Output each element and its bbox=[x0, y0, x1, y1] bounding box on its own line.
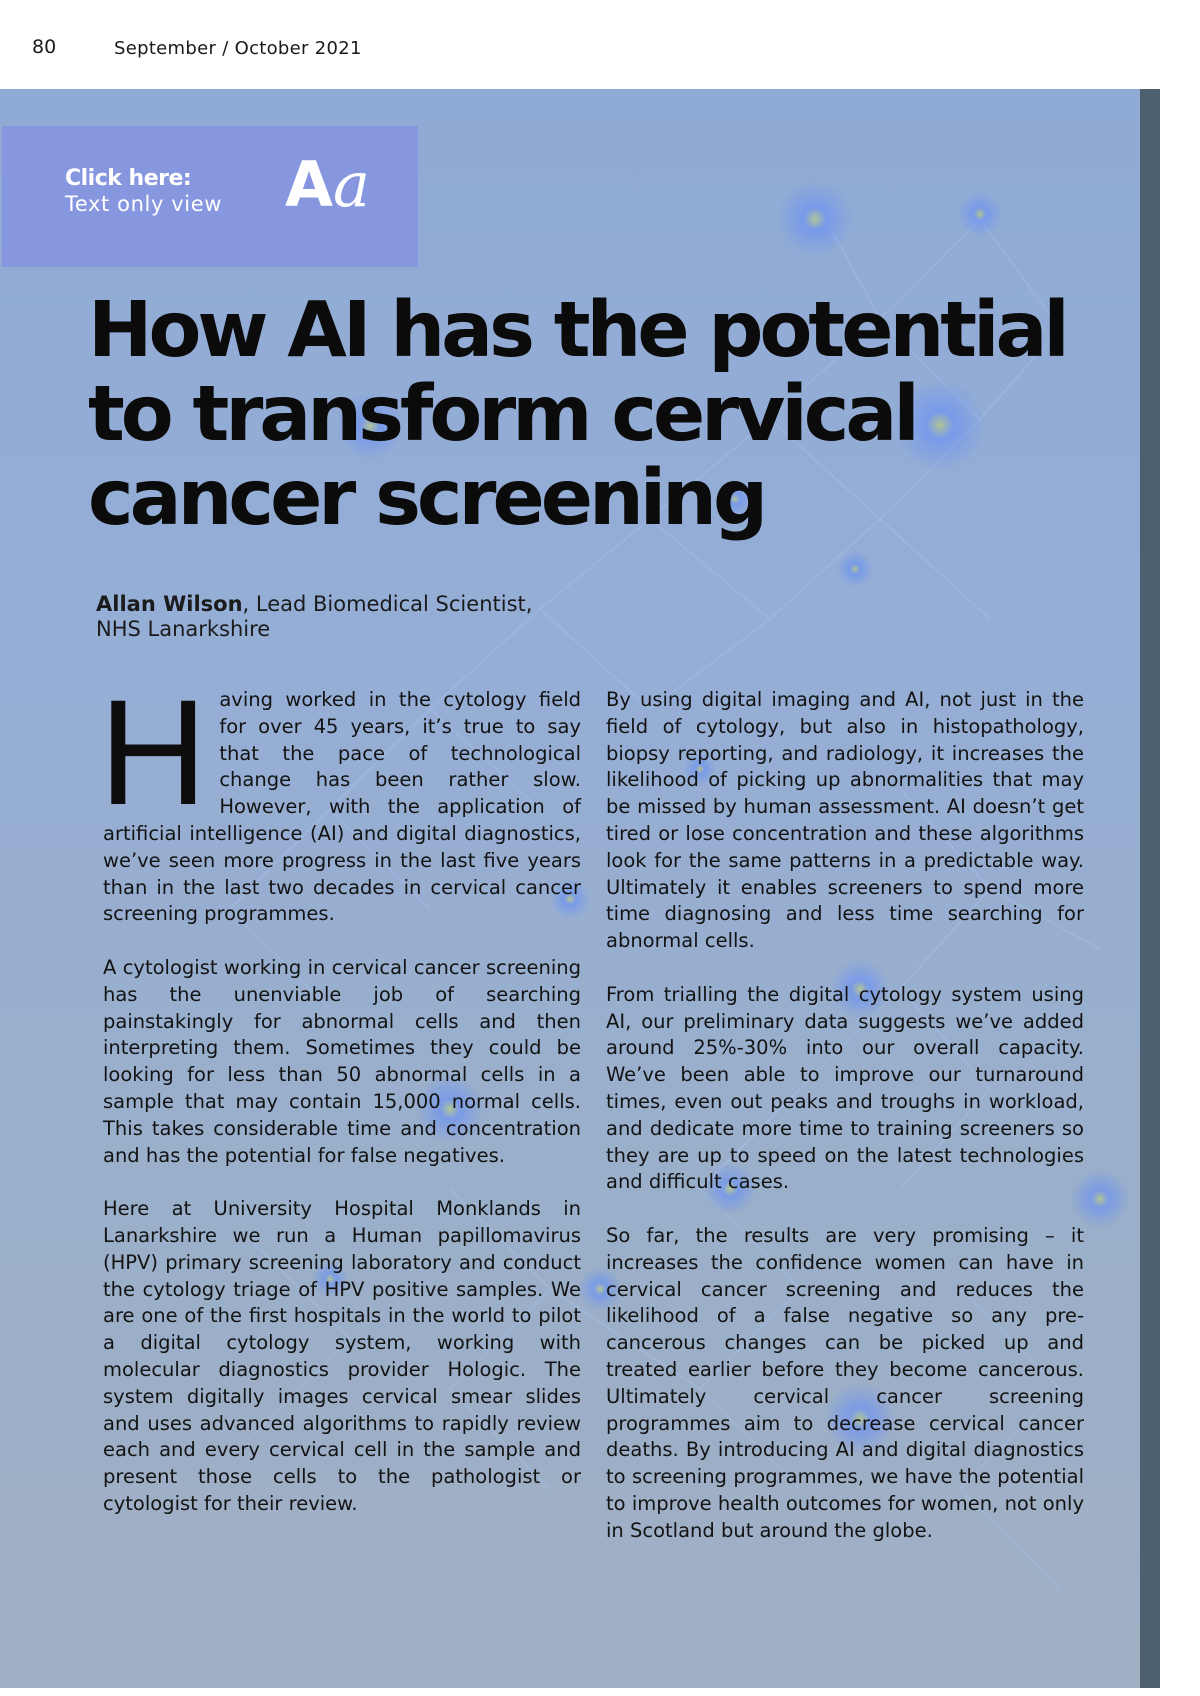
title-line: to transform cervical bbox=[88, 370, 916, 459]
article-paragraph: By using digital imaging and AI, not just in the field of cytology, but also in histopathology, biopsy reporting, and radiology, it increases the likelihood of picking up abnormalities that may be missed by human assessment. AI doesn’t get tired or lose concentration and these algorithms look for the same patterns in a predictable way. Ultimately it enables screeners to spend more time diagnosing and less time searching for abnormal cells. bbox=[606, 688, 1084, 953]
author-byline bbox=[96, 592, 536, 642]
article-paragraph: A cytologist working in cervical cancer screening has the unenviable job of searching painstakingly for abnormal cells and then interpreting them. Sometimes they could be looking for less than 50 abnormal cells in a sample that may contain 15,000 normal cells. This takes considerable time and concentration and has the potential for false negatives. bbox=[103, 955, 581, 1167]
drop-cap: H bbox=[99, 668, 208, 836]
author-role: , Lead Biomedical Scientist, NHS Lanarkshire bbox=[96, 592, 533, 641]
article-paragraph: From trialling the digital cytology system using AI, our preliminary data suggests we’ve added around 25%-30% into our overall capacity. We’ve been able to improve our turnaround times, even out peaks and troughs in workload, and dedicate more time to training screeners so they are up to speed on the latest technologies and difficult cases. bbox=[606, 982, 1084, 1194]
article-paragraph: So far, the results are very promising – it increases the confidence women can have in cervical cancer screening and reduces the likelihood of a false negative so any pre-cancerous changes can be picked up and treated earlier before they become cancerous. Ultimately cervical cancer screening programmes aim to decrease cervical cancer deaths. By introducing AI and digital diagnostics to screening programmes, we have the potential to improve health outcomes for women, not only in Scotland but around the globe. bbox=[606, 1223, 1084, 1542]
author-name: Allan Wilson bbox=[96, 592, 243, 616]
article-column-right bbox=[606, 687, 1084, 1571]
article-title bbox=[88, 286, 1088, 543]
click-here-label: Click here: bbox=[65, 166, 192, 191]
title-line: cancer screening bbox=[88, 454, 765, 543]
page-header bbox=[0, 0, 1200, 89]
text-only-view-button[interactable] bbox=[2, 126, 418, 267]
article-panel bbox=[0, 89, 1140, 1688]
page-edge-bar bbox=[1140, 89, 1160, 1688]
text-size-icon: Aa bbox=[285, 148, 370, 221]
page-number: 80 bbox=[32, 36, 57, 58]
article-paragraph: Having worked in the cytology field for over 45 years, it’s true to say that the pace of technological change has been rather slow. However, with the application of artificial intelligence (AI) and digital diagnostics, we’ve seen more progress in the last five years than in the last two decades in cervical cancer screening programmes. bbox=[99, 668, 581, 926]
article-paragraph: Here at University Hospital Monklands in Lanarkshire we run a Human papillomavirus (HPV) primary screening laboratory and conduct the cytology triage of HPV positive samples. We are one of the first hospitals in the world to pilot a digital cytology system, working with molecular diagnostics provider Hologic. The system digitally images cervical smear slides and uses advanced algorithms to rapidly review each and every cervical cell in the sample and present those cells to the pathologist or cytologist for their review. bbox=[103, 1197, 581, 1515]
issue-date: September / October 2021 bbox=[114, 38, 362, 59]
article-column-left bbox=[99, 668, 581, 1545]
title-line: How AI has the potential bbox=[88, 286, 1066, 375]
text-only-view-label: Text only view bbox=[65, 192, 222, 216]
